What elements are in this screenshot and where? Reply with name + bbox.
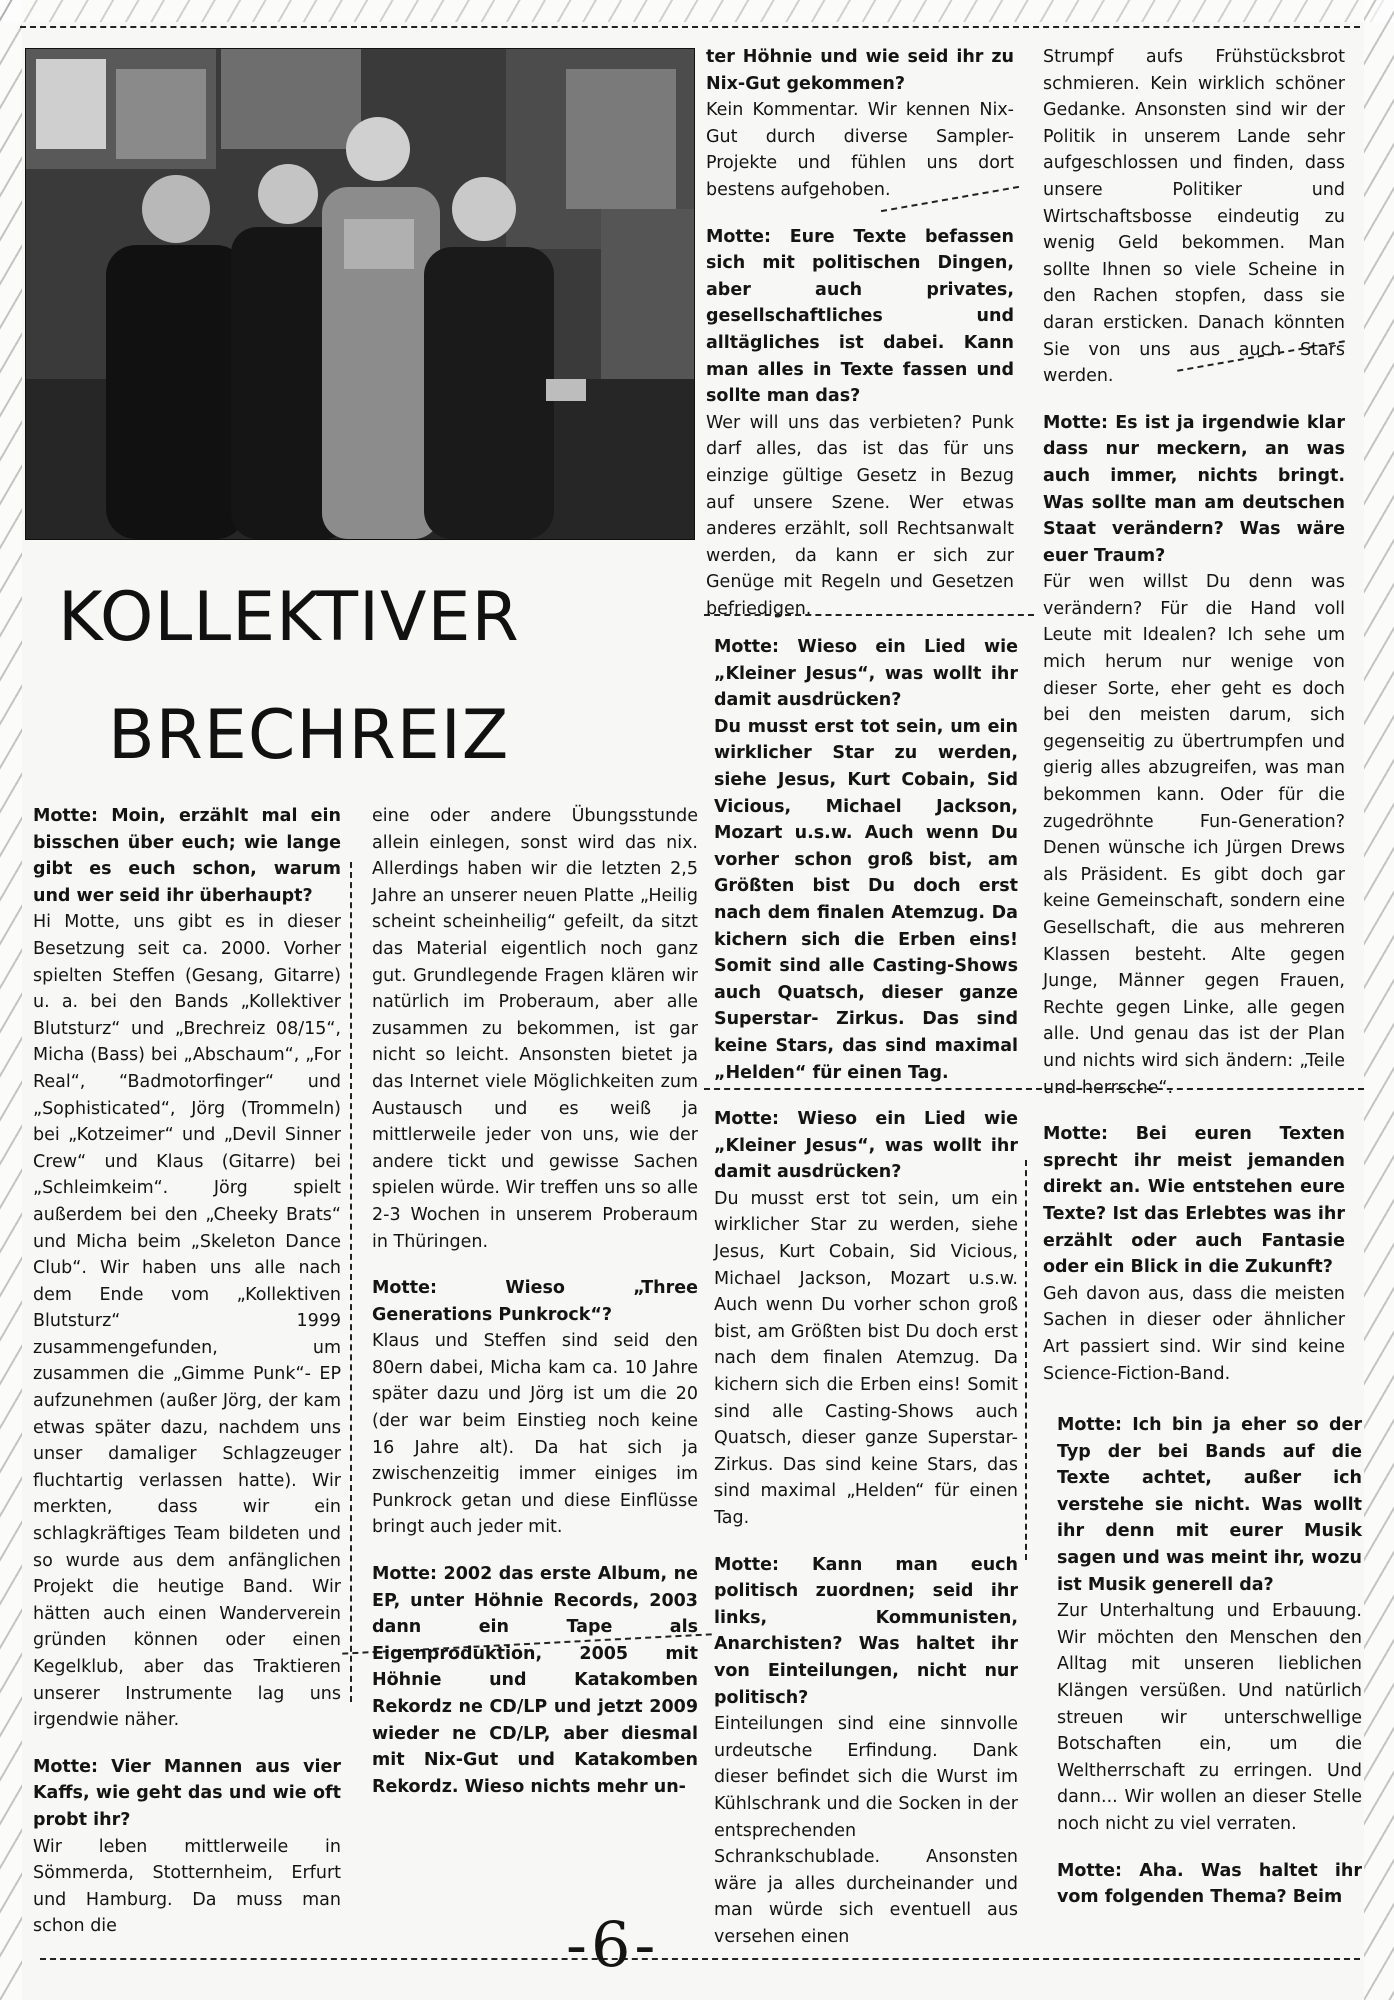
interview-answer: Wer will uns das verbieten? Punk darf alles, das ist das für uns einzige gültige Gesetz in Bezug auf unsere Szene. Wer etwas anderes erzählt, soll Rechtsanwalt werden, da kann er sich zur Genüge mit Regeln und Gesetzen befriedigen. [706,412,1014,619]
interview-question: Motte: Es ist ja irgendwie klar dass nur meckern, an was auch immer, nichts bringt. Was sollte man am deutschen Staat verändern? Was wäre euer Traum? [1043,412,1345,566]
interview-question: Motte: Aha. Was haltet ihr vom folgenden Thema? Beim [1057,1860,1362,1908]
interview-answer: Du musst erst tot sein, um ein wirklicher Star zu werden, siehe Jesus, Kurt Cobain, Sid Vicious, Michael Jackson, Mozart u.s.w. Auch wenn Du vorher schon groß bist, am Größten bist Du doch erst nach dem finalen Atemzug. Da kichern sich die Erben eins! Somit sind alle Casting-Shows auch Quatsch, dieser ganze Superstar- Zirkus. Das sind keine Stars, das sind maximal „Helden“ für einen Tag. [714,716,1018,1083]
text-column-1 [33,803,341,1960]
dashed-rule-vertical-col1 [350,862,352,1702]
interview-question: ter Höhnie und wie seid ihr zu Nix-Gut gekommen? [706,47,1014,94]
text-column-3-lower [714,634,1018,1971]
dashed-rule-vertical-col3 [1025,1160,1027,1560]
hatched-border-right [1364,0,1394,2000]
text-column-2 [372,803,698,1820]
interview-answer: Klaus und Steffen sind seid den 80ern dabei, Micha kam ca. 10 Jahre später dazu und Jörg ist um die 20 (der war beim Einstieg noch keine 16 Jahre alt). Da hat sich ja zwischenzeitig immer einiges im Punkrock getan und diese Einflüsse bringt auch jeder mit. [372,1331,698,1538]
text-column-4-upper [1043,44,1345,1407]
interview-question: Motte: Kann man euch politisch zuordnen; seid ihr links, Kommunisten, Anarchisten? Was haltet ihr von Einteilungen, nicht nur politisch? [714,1554,1018,1708]
interview-question: Motte: 2002 das erste Album, ne EP, unter Höhnie Records, 2003 dann ein Tape als Eigenproduktion, 2005 mit Höhnie und Katakomben Rekordz ne CD/LP und jetzt 2009 wieder ne CD/LP, aber diesmal mit Nix-Gut und Katakomben Rekordz. Wieso nichts mehr un- [372,1564,698,1797]
interview-question: Motte: Wieso ein Lied wie „Kleiner Jesus“, was wollt ihr damit ausdrücken? [714,1109,1018,1183]
page-number: -6- [566,1908,660,1981]
interview-question: Motte: Wieso ein Lied wie „Kleiner Jesus“, was wollt ihr damit ausdrücken? [714,637,1018,711]
interview-answer: Strumpf aufs Frühstücksbrot schmieren. Kein wirklich schöner Gedanke. Ansonsten sind wir der Politik in unserem Lande sehr aufgeschlossen und finden, dass unsere Politiker und Wirtschaftsbosse eindeutig zu wenig Geld bekommen. Man sollte Ihnen so viele Scheine in den Rachen stopfen, dass sie daran ersticken. Danach könnten Sie von uns aus auch Stars werden. [1043,47,1345,387]
text-column-3-upper [706,44,1014,642]
interview-answer: Hi Motte, uns gibt es in dieser Besetzung seit ca. 2000. Vorher spielten Steffen (Gesang, Gitarre) u. a. bei den Bands „Kollektiver Blutsturz“ und „Brechreiz 08/15“, Micha (Bass) bei „Abschaum“, „For Real“, “Badmotorfinger“ und „Sophisticated“, Jörg (Trommeln) bei „Kotzeimer“ und „Devil Sinner Crew“ und Klaus (Gitarre) bei „Schleimkeim“. Jörg spielt außerdem bei den „Cheeky Brats“ und Micha beim „Skeleton Dance Club“. Wir haben uns alle nach dem Ende vom „Kollektiven Blutsturz“ 1999 zusammengefunden, um zusammen die „Gimme Punk“- EP aufzunehmen (außer Jörg, der kam etwas später dazu, nachdem uns unser damaliger Schlagzeuger fluchtartig verlassen hatte). Wir merkten, dass wir ein schlagkräftiges Team bildeten und so wurde aus dem anfänglichen Projekt die heutige Band. Wir hätten auch einen Wanderverein gründen können oder einen Kegelklub, aber das Traktieren unserer Instrumente lag uns irgendwie näher. [33,912,341,1731]
interview-question: Motte: Moin, erzählt mal ein bisschen über euch; wie lange gibt es euch schon, warum und wer seid ihr überhaupt? [33,806,341,906]
interview-answer: Zur Unterhaltung und Erbauung. Wir möchten den Menschen den Alltag mit unseren lieblichen Klängen versüßen. Und natürlich streuen wir unterschwellige Botschaften ein, um die Weltherrschaft zu erringen. Und dann... Wir wollen an dieser Stelle noch nicht zu viel verraten. [1057,1601,1362,1834]
interview-answer: Für wen willst Du denn was verändern? Für die Hand voll Leute mit Idealen? Ich sehe um mich herum nur wenige von dieser Sorte, eher geht es doch bei den meisten darum, sich gegenseitig zu übertrumpfen und gierig alles abzugreifen, was man bekommen kann. Oder für die zugedröhnte Fun-Generation? Denen wünsche ich Jürgen Drews als Präsident. Es gibt doch gar keine Gemeinschaft, sondern eine Gesellschaft, die aus mehreren Klassen besteht. Alte gegen Junge, Männer gegen Frauen, Rechte gegen Linke, alle gegen alle. Und genau das ist der Plan und nichts wird sich ändern: „Teile und herrsche“. [1043,572,1345,1098]
article-title-line-1: KOLLEKTIVER [58,578,520,657]
interview-answer: Geh davon aus, dass die meisten Sachen in dieser oder ähnlicher Art passiert sind. Wir sind keine Science-Fiction-Band. [1043,1283,1345,1384]
interview-answer: eine oder andere Übungsstunde allein einlegen, sonst wird das nix. Allerdings haben wir die letzten 2,5 Jahre an unserer neuen Platte „Heilig scheint scheinheilig“ gefeilt, da sitzt das Material eigentlich noch ganz gut. Grundlegende Fragen klären wir natürlich im Proberaum, aber alle zusammen zu bekommen, ist gar nicht so leicht. Ansonsten bietet ja das Internet viele Möglichkeiten zum Austausch und es weiß ja mittlerweile jeder von uns, wie der andere tickt und gewisse Sachen spielen würde. Wir treffen uns so alle 2-3 Wochen in unserem Proberaum in Thüringen. [372,806,698,1252]
text-column-4-lower [1057,1412,1362,1931]
interview-question: Motte: Eure Texte befassen sich mit politischen Dingen, aber auch privates, gesellschaftliches und alltägliches ist dabei. Kann man alles in Texte fassen und sollte man das? [706,226,1014,407]
interview-answer: Einteilungen sind eine sinnvolle urdeutsche Erfindung. Dank dieser befindet sich die Wurst im Kühlschrank und die Socken in der entsprechenden Schrankschublade. Ansonsten wäre ja alles durcheinander und man würde sich eventuell aus versehen einen [714,1714,1018,1947]
interview-question: Motte: Bei euren Texten sprecht ihr meist jemanden direkt an. Wie entstehen eure Texte? Ist das Erlebtes was ihr erzählt oder auch Fantasie oder ein Blick in die Zukunft? [1043,1124,1345,1278]
band-photo [25,48,695,540]
interview-question: Motte: Vier Mannen aus vier Kaffs, wie geht das und wie oft probt ihr? [33,1756,341,1830]
interview-question: Motte: Wieso „Three Generations Punkrock“? [372,1278,698,1325]
dashed-rule-top [20,26,1360,28]
hatched-border-left [0,0,22,2000]
interview-answer: Wir leben mittlerweile in Sömmerda, Stotternheim, Erfurt und Hamburg. Da muss man schon die [33,1836,341,1937]
interview-answer: Kein Kommentar. Wir kennen Nix-Gut durch diverse Sampler-Projekte und fühlen uns dort bestens aufgehoben. [706,100,1014,200]
interview-answer: Du musst erst tot sein, um ein wirklicher Star zu werden, siehe Jesus, Kurt Cobain, Sid Vicious, Michael Jackson, Mozart u.s.w. Auch wenn Du vorher schon groß bist, am Größten bist Du doch erst nach dem finalen Atemzug. Da kichern sich die Erben eins! Somit sind alle Casting-Shows auch Quatsch, dieser ganze Superstar- Zirkus. Das sind keine Stars, das sind maximal „Helden“ für einen Tag. [714,1188,1018,1528]
article-title-line-2: BRECHREIZ [108,696,510,775]
hatched-border-top [0,0,1394,22]
interview-question: Motte: Ich bin ja eher so der Typ der bei Bands auf die Texte achtet, außer ich verstehe sie nicht. Was wollt ihr denn mit eurer Musik sagen und was meint ihr, wozu ist Musik generell da? [1057,1415,1362,1595]
